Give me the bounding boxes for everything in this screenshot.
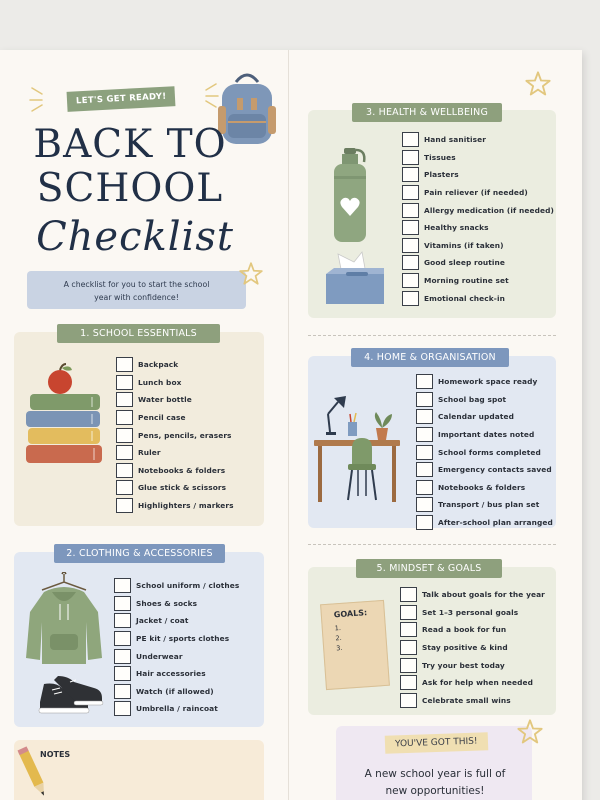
checkbox[interactable] — [402, 167, 419, 182]
item-label: Important dates noted — [438, 430, 535, 440]
item-label: Highlighters / markers — [138, 501, 234, 511]
item-label: School bag spot — [438, 394, 507, 404]
checkbox[interactable] — [116, 428, 133, 443]
item-label: Good sleep routine — [424, 258, 506, 268]
page-fold — [288, 50, 289, 800]
checkbox[interactable] — [402, 255, 419, 270]
checklist-item[interactable] — [400, 639, 545, 657]
item-label: Morning routine set — [424, 276, 509, 286]
item-label: Pain reliever (if needed) — [424, 188, 528, 198]
checklist-item[interactable] — [116, 444, 234, 462]
checklist-item[interactable] — [400, 656, 545, 674]
checklist-item[interactable] — [402, 289, 554, 307]
checklist-item[interactable] — [116, 374, 234, 392]
checklist-item[interactable] — [114, 683, 239, 701]
checklist-item[interactable] — [416, 514, 553, 532]
item-label: Lunch box — [138, 377, 182, 387]
checklist-item[interactable] — [416, 443, 553, 461]
clothing-list — [114, 577, 239, 718]
item-label: Ask for help when needed — [422, 678, 534, 688]
item-label: Hand sanitiser — [424, 135, 487, 145]
home-list — [416, 373, 553, 531]
item-label: School forms completed — [438, 447, 541, 457]
checkbox[interactable] — [114, 613, 131, 628]
page-title-line1: BACK TO — [33, 122, 227, 167]
checkbox[interactable] — [416, 480, 433, 495]
checklist-item[interactable] — [416, 461, 553, 479]
checkbox[interactable] — [114, 701, 131, 716]
pencil-icon — [16, 744, 50, 800]
checklist-item[interactable] — [402, 149, 554, 167]
item-label: PE kit / sports clothes — [136, 634, 230, 644]
item-label: Glue stick & scissors — [138, 483, 227, 493]
checkbox[interactable] — [402, 203, 419, 218]
checkbox[interactable] — [416, 374, 433, 389]
script-title: Checklist — [36, 214, 234, 260]
item-label: Plasters — [424, 170, 459, 180]
checkbox[interactable] — [114, 631, 131, 646]
sparkle-icon — [28, 84, 50, 114]
checklist-item[interactable] — [400, 674, 545, 692]
checklist-item[interactable] — [400, 604, 545, 622]
checkbox[interactable] — [416, 445, 433, 460]
item-label: Notebooks & folders — [138, 465, 226, 475]
checklist-item[interactable] — [114, 595, 239, 613]
chair-icon — [348, 438, 376, 500]
mindset-list — [400, 586, 545, 709]
checklist-item[interactable] — [402, 254, 554, 272]
checklist-item[interactable] — [400, 692, 545, 710]
checkbox[interactable] — [114, 684, 131, 699]
goals-notepad-icon — [320, 600, 390, 690]
checklist-item[interactable] — [416, 391, 553, 409]
checkbox[interactable] — [402, 132, 419, 147]
item-label: Water bottle — [138, 395, 192, 405]
plant-icon — [375, 412, 392, 440]
subtitle-line2: year with confidence! — [94, 293, 179, 302]
goals-card-line: 2. — [335, 633, 342, 643]
item-label: After-school plan arranged — [438, 518, 553, 528]
checklist-item[interactable] — [416, 373, 553, 391]
checklist-item[interactable] — [116, 497, 234, 515]
checkbox[interactable] — [114, 666, 131, 681]
item-label: Homework space ready — [438, 377, 538, 387]
item-label: Pencil case — [138, 413, 186, 423]
checkbox[interactable] — [400, 605, 417, 620]
checklist-item[interactable] — [114, 630, 239, 648]
checkbox[interactable] — [402, 238, 419, 253]
checkbox[interactable] — [114, 596, 131, 611]
checklist-item[interactable] — [114, 577, 239, 595]
item-label: Watch (if allowed) — [136, 686, 214, 696]
item-label: Pens, pencils, erasers — [138, 430, 232, 440]
item-label: Talk about goals for the year — [422, 590, 545, 600]
checkbox[interactable] — [116, 357, 133, 372]
checkbox[interactable] — [400, 640, 417, 655]
checkbox[interactable] — [116, 392, 133, 407]
encouragement-line1: A new school year is full of — [364, 768, 506, 780]
item-label: Hair accessories — [136, 669, 206, 679]
tag-lets-get-ready: LET'S GET READY! — [67, 86, 176, 112]
checkbox[interactable] — [402, 273, 419, 288]
health-title: 3. HEALTH & WELLBEING — [352, 103, 502, 122]
item-label: Allergy medication (if needed) — [424, 205, 554, 215]
item-label: Stay positive & kind — [422, 643, 508, 653]
item-label: Tissues — [424, 152, 456, 162]
item-label: Set 1–3 personal goals — [422, 607, 519, 617]
checklist-item[interactable] — [416, 479, 553, 497]
item-label: Read a book for fun — [422, 625, 507, 635]
checklist-item[interactable] — [400, 621, 545, 639]
clothing-title: 2. CLOTHING & ACCESSORIES — [54, 544, 225, 563]
item-label: Calendar updated — [438, 412, 514, 422]
checklist-item[interactable] — [402, 184, 554, 202]
subtitle-line1: A checklist for you to start the school — [63, 280, 210, 289]
checkbox[interactable] — [416, 497, 433, 512]
goals-card-line: 3. — [335, 643, 343, 653]
checkbox[interactable] — [116, 463, 133, 478]
notes-title: NOTES — [40, 750, 71, 759]
checklist-item[interactable] — [114, 612, 239, 630]
notes-card — [14, 740, 264, 800]
page-title-line2: SCHOOL — [36, 166, 224, 211]
checklist-item[interactable] — [114, 700, 239, 718]
water-bottle-icon — [330, 146, 370, 244]
checkbox[interactable] — [416, 462, 433, 477]
hoodie-icon — [22, 572, 106, 672]
checkbox[interactable] — [116, 410, 133, 425]
checklist-item[interactable] — [116, 409, 234, 427]
tissue-box-icon — [320, 250, 390, 308]
subtitle-box — [27, 271, 246, 309]
essentials-list — [116, 356, 234, 514]
item-label: Emotional check-in — [424, 293, 505, 303]
item-label: Umbrella / raincoat — [136, 704, 218, 714]
checkbox[interactable] — [400, 675, 417, 690]
star-icon — [238, 261, 264, 287]
checkbox[interactable] — [402, 220, 419, 235]
goals-card-line: 1. — [334, 623, 342, 633]
checkbox[interactable] — [402, 185, 419, 200]
checklist-item[interactable] — [416, 426, 553, 444]
checkbox[interactable] — [116, 480, 133, 495]
checklist-item[interactable] — [400, 586, 545, 604]
checklist-item[interactable] — [116, 462, 234, 480]
item-label: Healthy snacks — [424, 223, 489, 233]
section-divider — [308, 544, 556, 545]
star-icon — [516, 718, 544, 746]
youve-got-this-banner: YOU'VE GOT THIS! — [385, 732, 488, 754]
section-divider — [308, 335, 556, 336]
checkbox[interactable] — [416, 515, 433, 530]
checklist-item[interactable] — [402, 272, 554, 290]
checklist-item[interactable] — [402, 201, 554, 219]
checklist-item[interactable] — [114, 647, 239, 665]
checkbox[interactable] — [116, 445, 133, 460]
books-icon — [24, 362, 106, 472]
essentials-title: 1. SCHOOL ESSENTIALS — [57, 324, 220, 343]
checklist-item[interactable] — [416, 408, 553, 426]
checklist-item[interactable] — [116, 356, 234, 374]
checkbox[interactable] — [416, 427, 433, 442]
item-label: Ruler — [138, 448, 161, 458]
item-label: Vitamins (if taken) — [424, 240, 504, 250]
home-title: 4. HOME & ORGANISATION — [351, 348, 509, 367]
checklist-item[interactable] — [402, 219, 554, 237]
health-list — [402, 131, 554, 307]
checklist-item[interactable] — [114, 665, 239, 683]
item-label: Backpack — [138, 360, 179, 370]
mindset-title: 5. MINDSET & GOALS — [356, 559, 502, 578]
checkbox[interactable] — [114, 649, 131, 664]
item-label: Notebooks & folders — [438, 482, 526, 492]
checkbox[interactable] — [416, 409, 433, 424]
checklist-item[interactable] — [116, 391, 234, 409]
item-label: Try your best today — [422, 660, 505, 670]
item-label: Jacket / coat — [136, 616, 189, 626]
desk-icon — [312, 392, 402, 508]
item-label: Celebrate small wins — [422, 695, 511, 705]
checkbox[interactable] — [402, 150, 419, 165]
star-icon — [524, 70, 552, 98]
checklist-item[interactable] — [116, 426, 234, 444]
checkbox[interactable] — [116, 375, 133, 390]
desk-lamp-icon — [326, 396, 346, 435]
checklist-item[interactable] — [402, 237, 554, 255]
checkbox[interactable] — [114, 578, 131, 593]
checkbox[interactable] — [400, 658, 417, 673]
checklist-item[interactable] — [402, 131, 554, 149]
checkbox[interactable] — [400, 587, 417, 602]
checkbox[interactable] — [400, 693, 417, 708]
item-label: Emergency contacts saved — [438, 465, 552, 475]
checkbox[interactable] — [400, 622, 417, 637]
checklist-item[interactable] — [116, 479, 234, 497]
checklist-item[interactable] — [416, 496, 553, 514]
goals-card-title: GOALS: — [333, 608, 368, 620]
item-label: School uniform / clothes — [136, 581, 240, 591]
checkbox[interactable] — [416, 392, 433, 407]
item-label: Transport / bus plan set — [438, 500, 540, 510]
item-label: Shoes & socks — [136, 598, 198, 608]
checkbox[interactable] — [116, 498, 133, 513]
checkbox[interactable] — [402, 291, 419, 306]
encouragement-line2: new opportunities! — [385, 785, 485, 797]
item-label: Underwear — [136, 651, 183, 661]
sneakers-icon — [36, 674, 106, 718]
checklist-item[interactable] — [402, 166, 554, 184]
